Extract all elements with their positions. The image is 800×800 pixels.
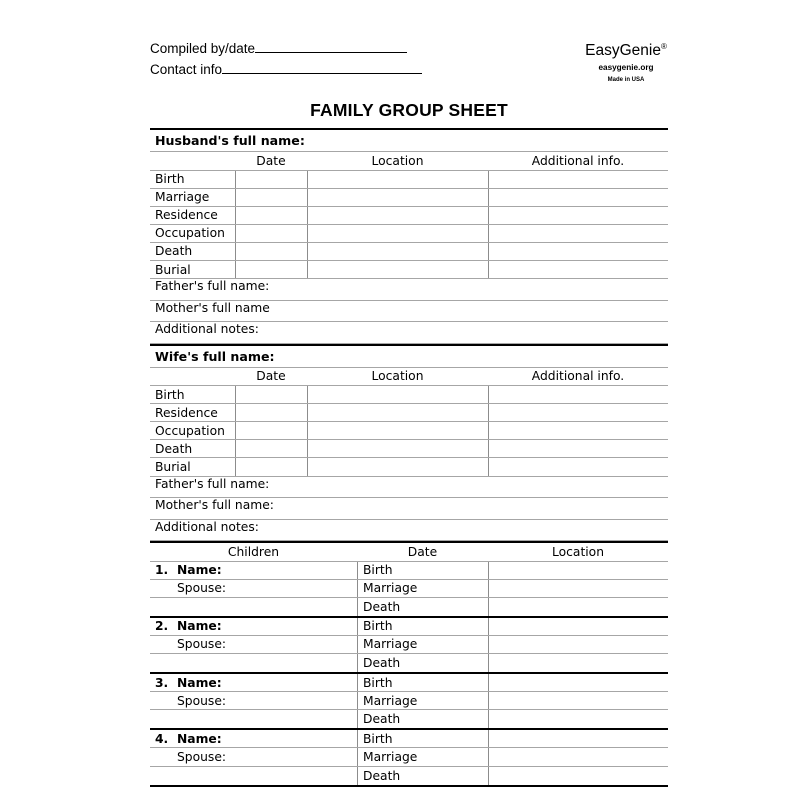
child-1-birth-label: Birth bbox=[357, 562, 488, 579]
children-colhead-date: Date bbox=[407, 544, 438, 559]
brand-name bbox=[570, 38, 682, 60]
child-1-name-label: Name: bbox=[177, 563, 222, 578]
wife-name-row[interactable] bbox=[150, 346, 668, 368]
contact-info-blank[interactable] bbox=[222, 61, 422, 74]
easygenie-logo bbox=[570, 38, 682, 84]
wife-row-death bbox=[150, 440, 668, 458]
child-4-spouse-row bbox=[150, 748, 668, 766]
husband-label-burial: Burial bbox=[155, 262, 191, 277]
husband-name-row[interactable] bbox=[150, 130, 668, 152]
wife-label-occupation: Occupation bbox=[155, 423, 225, 438]
husband-row-burial bbox=[150, 261, 668, 279]
wife-burial-location-cell[interactable] bbox=[307, 458, 488, 475]
child-2-number: 2. bbox=[155, 619, 169, 634]
child-1-death-row bbox=[150, 598, 668, 616]
compiled-by-date-label: Compiled by/date bbox=[150, 41, 256, 56]
child-1-death-location-cell[interactable] bbox=[488, 598, 668, 616]
child-4-name-row bbox=[150, 730, 668, 748]
child-3-death-row bbox=[150, 710, 668, 728]
husband-mother-row[interactable] bbox=[150, 301, 668, 323]
child-3-name-row bbox=[150, 674, 668, 692]
child-4-blank-cell[interactable] bbox=[150, 767, 357, 785]
wife-birth-additional-cell[interactable] bbox=[488, 386, 668, 403]
children-colhead-location: Location bbox=[551, 544, 604, 559]
child-2-name-cell[interactable] bbox=[150, 618, 357, 635]
registered-icon: ® bbox=[660, 42, 667, 51]
child-2-spouse-cell[interactable] bbox=[150, 636, 357, 653]
husband-row-occupation bbox=[150, 225, 668, 243]
husband-name-label: Husband's full name: bbox=[155, 133, 305, 148]
wife-colhead-additional: Additional info. bbox=[531, 369, 625, 384]
wife-death-date-cell[interactable] bbox=[235, 440, 307, 457]
wife-father-label: Father's full name: bbox=[155, 476, 270, 491]
child-3-birth-label: Birth bbox=[357, 674, 488, 691]
child-1-number: 1. bbox=[155, 563, 169, 578]
wife-residence-date-cell[interactable] bbox=[235, 404, 307, 421]
husband-occupation-date-cell[interactable] bbox=[235, 225, 307, 242]
divider-form-bottom bbox=[150, 785, 668, 787]
husband-father-label: Father's full name: bbox=[155, 279, 270, 294]
husband-colhead-spacer bbox=[150, 152, 235, 170]
wife-colhead-date: Date bbox=[256, 369, 286, 384]
husband-birth-additional-cell[interactable] bbox=[488, 171, 668, 188]
children-colhead-children: Children bbox=[227, 544, 280, 559]
child-4-name-cell[interactable] bbox=[150, 730, 357, 747]
husband-birth-location-cell[interactable] bbox=[307, 171, 488, 188]
child-2-name-label: Name: bbox=[177, 619, 222, 634]
brand-name-text: EasyGenie bbox=[585, 42, 661, 60]
husband-colhead-additional: Additional info. bbox=[531, 153, 625, 168]
husband-label-occupation: Occupation bbox=[155, 226, 225, 241]
child-2-death-label: Death bbox=[357, 654, 488, 672]
child-4-death-label: Death bbox=[357, 767, 488, 785]
child-2-spouse-row bbox=[150, 636, 668, 654]
child-4-marriage-location-cell[interactable] bbox=[488, 748, 668, 765]
wife-column-headers bbox=[150, 368, 668, 387]
husband-row-birth bbox=[150, 171, 668, 189]
child-3-blank-cell[interactable] bbox=[150, 710, 357, 728]
child-1-name-cell[interactable] bbox=[150, 562, 357, 579]
husband-notes-row[interactable] bbox=[150, 322, 668, 344]
wife-notes-label: Additional notes: bbox=[155, 519, 259, 534]
child-4-death-row bbox=[150, 767, 668, 785]
wife-label-birth: Birth bbox=[155, 387, 185, 402]
wife-row-burial bbox=[150, 458, 668, 476]
page-title: FAMILY GROUP SHEET bbox=[310, 100, 508, 120]
brand-website: easygenie.org bbox=[598, 63, 654, 73]
wife-row-occupation bbox=[150, 422, 668, 440]
husband-label-marriage: Marriage bbox=[155, 190, 210, 205]
husband-residence-additional-cell[interactable] bbox=[488, 207, 668, 224]
wife-occupation-date-cell[interactable] bbox=[235, 422, 307, 439]
child-3-spouse-cell[interactable] bbox=[150, 692, 357, 709]
husband-row-marriage bbox=[150, 189, 668, 207]
wife-mother-row[interactable] bbox=[150, 498, 668, 520]
husband-marriage-location-cell[interactable] bbox=[307, 189, 488, 206]
child-3-marriage-location-cell[interactable] bbox=[488, 692, 668, 709]
child-3-number: 3. bbox=[155, 675, 169, 690]
family-group-form bbox=[150, 128, 668, 787]
husband-row-death bbox=[150, 243, 668, 261]
child-2-death-location-cell[interactable] bbox=[488, 654, 668, 672]
wife-father-row[interactable] bbox=[150, 477, 668, 499]
wife-death-additional-cell[interactable] bbox=[488, 440, 668, 457]
husband-marriage-additional-cell[interactable] bbox=[488, 189, 668, 206]
child-1-spouse-cell[interactable] bbox=[150, 580, 357, 597]
husband-father-row[interactable] bbox=[150, 279, 668, 301]
husband-label-death: Death bbox=[155, 244, 193, 259]
children-column-headers bbox=[150, 543, 668, 562]
wife-mother-label: Mother's full name: bbox=[155, 498, 274, 513]
wife-death-location-cell[interactable] bbox=[307, 440, 488, 457]
husband-death-location-cell[interactable] bbox=[307, 243, 488, 260]
husband-birth-date-cell[interactable] bbox=[235, 171, 307, 188]
wife-burial-date-cell[interactable] bbox=[235, 458, 307, 475]
husband-residence-date-cell[interactable] bbox=[235, 207, 307, 224]
wife-occupation-additional-cell[interactable] bbox=[488, 422, 668, 439]
child-4-birth-label: Birth bbox=[357, 730, 488, 747]
child-1-spouse-row bbox=[150, 580, 668, 598]
contact-info-label: Contact info bbox=[150, 62, 223, 77]
child-3-death-location-cell[interactable] bbox=[488, 710, 668, 728]
husband-burial-location-cell[interactable] bbox=[307, 261, 488, 278]
child-1-name-row bbox=[150, 562, 668, 580]
child-3-birth-location-cell[interactable] bbox=[488, 674, 668, 691]
child-3-spouse-label: Spouse: bbox=[177, 693, 227, 708]
wife-label-burial: Burial bbox=[155, 459, 191, 474]
child-3-death-label: Death bbox=[357, 710, 488, 728]
wife-birth-location-cell[interactable] bbox=[307, 386, 488, 403]
child-3-marriage-label: Marriage bbox=[357, 692, 488, 709]
child-1-spouse-label: Spouse: bbox=[177, 581, 227, 596]
husband-residence-location-cell[interactable] bbox=[307, 207, 488, 224]
wife-row-birth bbox=[150, 386, 668, 404]
child-4-number: 4. bbox=[155, 731, 169, 746]
child-3-name-label: Name: bbox=[177, 675, 222, 690]
child-2-marriage-label: Marriage bbox=[357, 636, 488, 653]
child-3-name-cell[interactable] bbox=[150, 674, 357, 691]
child-2-blank-cell[interactable] bbox=[150, 654, 357, 672]
wife-label-residence: Residence bbox=[155, 405, 218, 420]
compiled-by-date-blank[interactable] bbox=[255, 40, 407, 53]
child-2-birth-location-cell[interactable] bbox=[488, 618, 668, 635]
husband-colhead-location: Location bbox=[371, 153, 424, 168]
wife-label-death: Death bbox=[155, 441, 193, 456]
child-4-spouse-label: Spouse: bbox=[177, 750, 227, 765]
husband-mother-label: Mother's full name bbox=[155, 300, 270, 315]
wife-colhead-spacer bbox=[150, 368, 235, 386]
child-1-birth-location-cell[interactable] bbox=[488, 562, 668, 579]
husband-colhead-date: Date bbox=[256, 153, 286, 168]
brand-made-in: Made in USA bbox=[607, 77, 645, 84]
child-2-death-row bbox=[150, 654, 668, 672]
child-1-death-label: Death bbox=[357, 598, 488, 616]
husband-label-residence: Residence bbox=[155, 208, 218, 223]
child-1-marriage-label: Marriage bbox=[357, 580, 488, 597]
wife-row-residence bbox=[150, 404, 668, 422]
wife-burial-additional-cell[interactable] bbox=[488, 458, 668, 475]
child-4-death-location-cell[interactable] bbox=[488, 767, 668, 785]
wife-occupation-location-cell[interactable] bbox=[307, 422, 488, 439]
wife-name-label: Wife's full name: bbox=[155, 348, 275, 364]
husband-column-headers bbox=[150, 152, 668, 171]
husband-notes-label: Additional notes: bbox=[155, 322, 259, 337]
husband-death-additional-cell[interactable] bbox=[488, 243, 668, 260]
child-2-birth-label: Birth bbox=[357, 618, 488, 635]
husband-marriage-date-cell[interactable] bbox=[235, 189, 307, 206]
child-1-blank-cell[interactable] bbox=[150, 598, 357, 616]
wife-birth-date-cell[interactable] bbox=[235, 386, 307, 403]
child-4-spouse-cell[interactable] bbox=[150, 748, 357, 765]
child-4-name-label: Name: bbox=[177, 731, 222, 746]
child-1-marriage-location-cell[interactable] bbox=[488, 580, 668, 597]
husband-death-date-cell[interactable] bbox=[235, 243, 307, 260]
husband-occupation-additional-cell[interactable] bbox=[488, 225, 668, 242]
wife-colhead-location: Location bbox=[371, 369, 424, 384]
husband-label-birth: Birth bbox=[155, 172, 185, 187]
husband-row-residence bbox=[150, 207, 668, 225]
child-3-spouse-row bbox=[150, 692, 668, 710]
husband-occupation-location-cell[interactable] bbox=[307, 225, 488, 242]
wife-residence-additional-cell[interactable] bbox=[488, 404, 668, 421]
child-4-marriage-label: Marriage bbox=[357, 748, 488, 765]
wife-notes-row[interactable] bbox=[150, 520, 668, 542]
husband-burial-additional-cell[interactable] bbox=[488, 261, 668, 278]
child-2-spouse-label: Spouse: bbox=[177, 637, 227, 652]
child-2-name-row bbox=[150, 618, 668, 636]
wife-residence-location-cell[interactable] bbox=[307, 404, 488, 421]
husband-burial-date-cell[interactable] bbox=[235, 261, 307, 278]
child-2-marriage-location-cell[interactable] bbox=[488, 636, 668, 653]
child-4-birth-location-cell[interactable] bbox=[488, 730, 668, 747]
